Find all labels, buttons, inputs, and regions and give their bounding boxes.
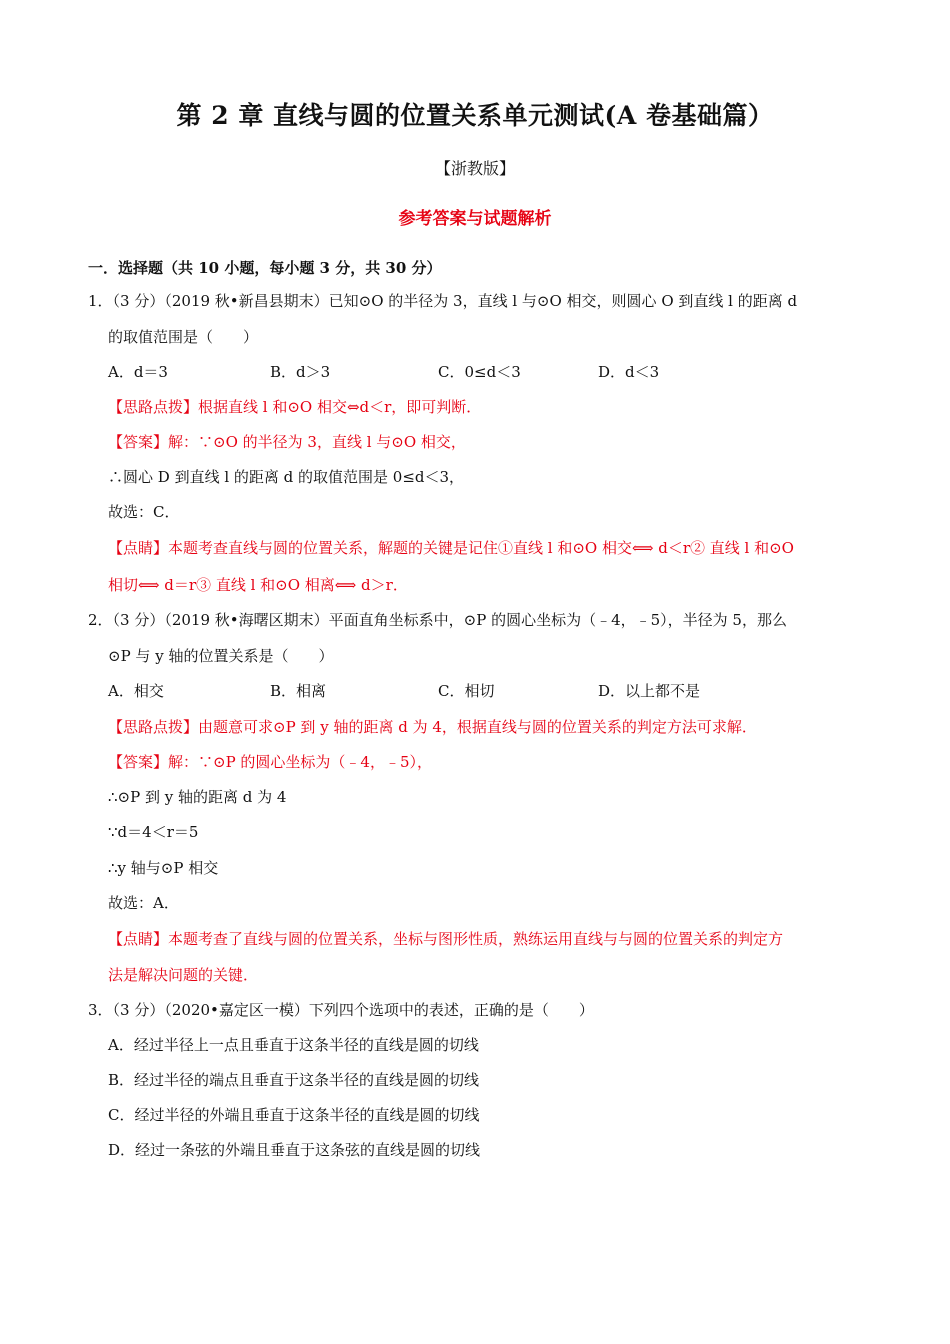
q1-options — [108, 361, 659, 383]
q2-option-b: B．相离 — [270, 682, 327, 700]
edition-label: 【浙教版】 — [434, 159, 515, 178]
section-heading: 一．选择题（共 10 小题，每小题 3 分，共 30 分） — [88, 259, 442, 277]
q1-option-c: C．0≤d＜3 — [438, 363, 521, 381]
q3-option-c: C．经过半径的外端且垂直于这条半径的直线是圆的切线 — [108, 1106, 480, 1124]
q1-option-b: B．d＞3 — [270, 363, 331, 381]
q1-option-d: D．d＜3 — [598, 363, 660, 381]
q1-stem-line1: 1．（3 分）（2019 秋•新昌县期末）已知⊙O 的半径为 3，直线 l 与⊙O 相交，则圆心 O 到直线 l 的距离 d — [88, 292, 798, 310]
q2-answer-line2: ∴⊙P 到 y 轴的距离 d 为 4 — [108, 788, 287, 806]
q2-option-d: D．以上都不是 — [598, 682, 701, 700]
q3-option-a: A．经过半径上一点且垂直于这条半径的直线是圆的切线 — [108, 1036, 479, 1054]
q2-answer-line4: ∴y 轴与⊙P 相交 — [108, 859, 219, 877]
q1-stem-line2: 的取值范围是（ ） — [108, 328, 259, 346]
q1-comment-line2: 相切⟺ d＝r③ 直线 l 和⊙O 相离⟺ d＞r． — [108, 576, 408, 594]
q3-stem-line1: 3．（3 分）（2020•嘉定区一模）下列四个选项中的表述，正确的是（ ） — [88, 1001, 594, 1019]
q2-stem-line1: 2．（3 分）（2019 秋•海曙区期末）平面直角坐标系中，⊙P 的圆心坐标为（﹣4，﹣5），半径为 5，那么 — [88, 611, 787, 629]
q1-option-a: A．d＝3 — [108, 363, 168, 381]
q3-option-b: B．经过半径的端点且垂直于这条半径的直线是圆的切线 — [108, 1071, 480, 1089]
q2-hint: 【思路点拨】由题意可求⊙P 到 y 轴的距离 d 为 4，根据直线与圆的位置关系的判定方法可求解． — [108, 718, 757, 736]
q2-option-c: C．相切 — [438, 682, 495, 700]
q1-hint: 【思路点拨】根据直线 l 和⊙O 相交⇔d＜r，即可判断． — [108, 398, 482, 416]
document-title: 第 2 章 直线与圆的位置关系单元测试(A 卷基础篇） — [176, 101, 774, 130]
q2-stem-line2: ⊙P 与 y 轴的位置关系是（ ） — [108, 647, 334, 665]
q2-answer-line3: ∵d＝4＜r＝5 — [108, 823, 199, 841]
q1-answer-line3: 故选：C． — [108, 503, 180, 521]
q2-answer-line1 — [108, 751, 432, 773]
q3-option-d: D．经过一条弦的外端且垂直于这条弦的直线是圆的切线 — [108, 1141, 481, 1159]
q1-answer-line1 — [108, 431, 466, 453]
q1-answer-text: 【答案】解：∵⊙O 的半径为 3，直线 l 与⊙O 相交， — [108, 433, 466, 451]
q1-comment-line1: 【点睛】本题考查直线与圆的位置关系，解题的关键是记住①直线 l 和⊙O 相交⟺ d＜r② 直线 l 和⊙O — [108, 539, 794, 557]
q2-option-a: A．相交 — [108, 682, 164, 700]
q2-comment-line1: 【点睛】本题考查了直线与圆的位置关系，坐标与图形性质，熟练运用直线与与圆的位置关系的判定方 — [108, 930, 784, 948]
q2-comment-line2: 法是解决问题的关键． — [108, 966, 259, 984]
answers-subtitle: 参考答案与试题解析 — [398, 209, 552, 229]
q2-answer-line5: 故选：A． — [108, 894, 179, 912]
q2-options — [108, 680, 700, 702]
q2-answer-text: 【答案】解：∵⊙P 的圆心坐标为（﹣4，﹣5）， — [108, 753, 433, 771]
q1-answer-line2: ∴圆心 D 到直线 l 的距离 d 的取值范围是 0≤d＜3， — [108, 468, 465, 486]
